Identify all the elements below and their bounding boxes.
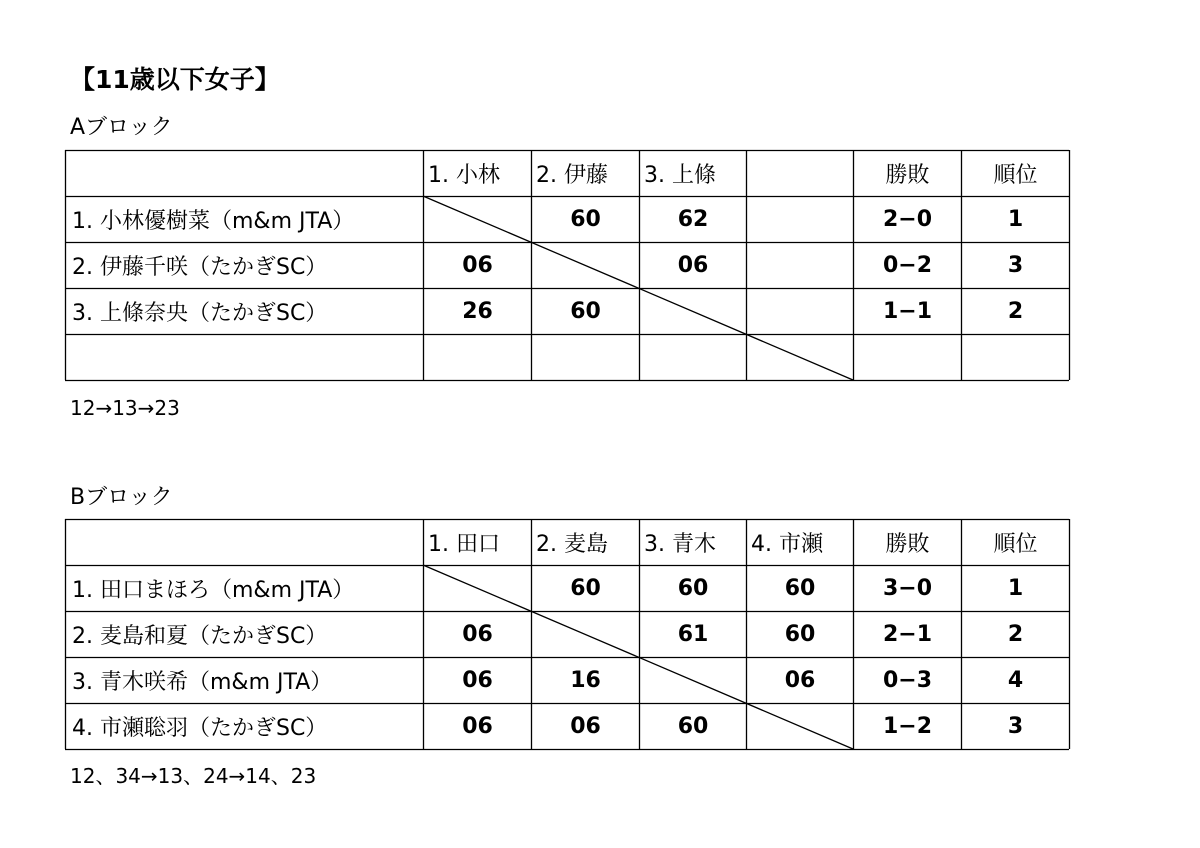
block-a-match-order: 12→13→23	[70, 396, 180, 420]
player-name: 3. 上條奈央（たかぎSC）	[72, 301, 328, 326]
header-rank: 順位	[993, 163, 1038, 188]
match-score: 60	[677, 576, 709, 601]
match-score: 16	[570, 668, 601, 693]
page-title: 【11歳以下女子】	[70, 65, 280, 94]
match-score	[747, 704, 853, 749]
match-score	[747, 197, 853, 242]
match-score	[640, 289, 746, 334]
block-b-match-order: 12、34→13、24→14、23	[70, 764, 317, 788]
match-score	[747, 335, 853, 380]
player-name: 4. 市瀬聡羽（たかぎSC）	[72, 716, 328, 741]
win-loss-record: 0−2	[882, 253, 933, 278]
block-b-title: Bブロック	[70, 485, 173, 510]
match-score	[640, 335, 746, 380]
match-score: 06	[462, 622, 493, 647]
player-name: 1. 田口まほろ（m&m JTA）	[72, 578, 355, 603]
header-opponent-1: 1. 小林	[428, 163, 500, 188]
match-score: 60	[570, 207, 601, 232]
match-score	[532, 335, 639, 380]
match-score: 06	[677, 253, 709, 278]
block-a-title: Aブロック	[70, 115, 173, 140]
player-rank	[962, 335, 1069, 380]
header-opponent-1: 1. 田口	[428, 532, 500, 557]
win-loss-record: 0−3	[882, 668, 933, 693]
block-a-table	[65, 150, 1069, 380]
match-score	[532, 243, 639, 288]
header-opponent-2: 2. 伊藤	[536, 163, 608, 188]
match-score: 60	[784, 622, 816, 647]
match-score: 60	[784, 576, 816, 601]
player-rank: 1	[1007, 576, 1024, 601]
player-rank: 4	[1007, 668, 1024, 693]
player-rank: 1	[1007, 207, 1024, 232]
match-score	[424, 335, 531, 380]
player-name: 2. 麦島和夏（たかぎSC）	[72, 624, 328, 649]
header-opponent-4	[747, 151, 853, 196]
player-name: 3. 青木咲希（m&m JTA）	[72, 670, 333, 695]
header-opponent-3: 3. 青木	[644, 532, 716, 557]
match-score: 06	[462, 668, 493, 693]
match-score	[532, 612, 639, 657]
match-score: 26	[462, 299, 493, 324]
player-name: 2. 伊藤千咲（たかぎSC）	[72, 255, 328, 280]
match-score: 60	[570, 576, 601, 601]
win-loss-record: 1−1	[882, 299, 933, 324]
match-score	[747, 289, 853, 334]
player-rank: 3	[1007, 253, 1024, 278]
header-win-loss: 勝敗	[885, 163, 930, 188]
match-score	[424, 566, 531, 611]
win-loss-record: 3−0	[882, 576, 933, 601]
match-score	[640, 658, 746, 703]
match-score: 06	[570, 714, 601, 739]
header-opponent-4: 4. 市瀬	[751, 532, 823, 557]
header-opponent-2: 2. 麦島	[536, 532, 608, 557]
match-score: 61	[677, 622, 709, 647]
win-loss-record	[854, 335, 961, 380]
match-score: 62	[677, 207, 709, 232]
match-score	[747, 243, 853, 288]
header-opponent-3: 3. 上條	[644, 163, 716, 188]
player-name: 1. 小林優樹菜（m&m JTA）	[72, 209, 355, 234]
player-name	[66, 335, 423, 380]
header-rank: 順位	[993, 532, 1038, 557]
player-rank: 2	[1007, 622, 1024, 647]
match-score: 06	[462, 253, 493, 278]
player-rank: 2	[1007, 299, 1024, 324]
win-loss-record: 1−2	[882, 714, 933, 739]
match-score	[424, 197, 531, 242]
match-score: 60	[570, 299, 601, 324]
player-rank: 3	[1007, 714, 1024, 739]
block-b-table	[65, 519, 1069, 749]
match-score: 06	[462, 714, 493, 739]
match-score: 06	[784, 668, 816, 693]
header-win-loss: 勝敗	[885, 532, 930, 557]
match-score: 60	[677, 714, 709, 739]
win-loss-record: 2−0	[882, 207, 933, 232]
win-loss-record: 2−1	[882, 622, 933, 647]
